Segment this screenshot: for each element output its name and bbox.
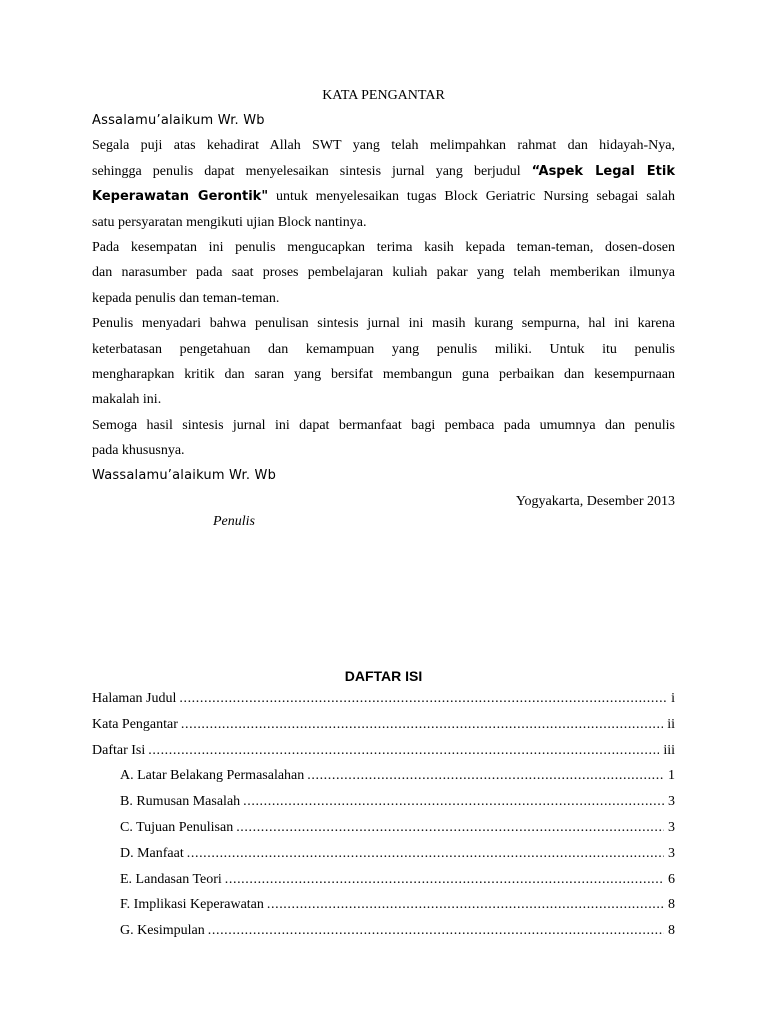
toc-entry-page: 3 — [668, 819, 675, 835]
toc-entry[interactable] — [92, 918, 675, 944]
toc-leader-dots — [225, 867, 664, 893]
toc-entry-page: i — [671, 691, 675, 706]
paragraph-1-line-2-text: sehingga penulis dapat menyelesaikan sintesis jurnal yang berjudul — [92, 163, 532, 179]
paragraph-2-line-3: kepada penulis dan teman-teman. — [92, 290, 280, 306]
toc-entry[interactable] — [92, 738, 675, 764]
toc-leader-dots — [243, 789, 664, 815]
toc-entry-label: C. Tujuan Penulisan — [120, 819, 234, 835]
paragraph-2-line-1: Pada kesempatan ini penulis mengucapkan terima kasih kepada teman-teman, dosen-dosen — [92, 239, 675, 255]
toc-leader-dots — [236, 815, 664, 841]
paragraph-3-line-3: mengharapkan kritik dan saran yang bersifat membangun guna perbaikan dan kesempurnaan — [92, 366, 675, 382]
daftar-isi-title: DAFTAR ISI — [344, 668, 423, 684]
toc-leader-dots — [307, 763, 664, 789]
journal-title-part-2: Keperawatan Gerontik" — [92, 189, 269, 205]
greeting: Assalamu’alaikum Wr. Wb — [92, 113, 265, 128]
toc-entry[interactable] — [92, 686, 675, 712]
toc-entry-label: Kata Pengantar — [92, 716, 178, 732]
paragraph-2-line-2: dan narasumber pada saat proses pembelajaran kuliah pakar yang telah memberikan ilmunya — [92, 265, 675, 281]
toc-entry-page: 3 — [668, 845, 675, 861]
closing: Wassalamu’alaikum Wr. Wb — [92, 468, 277, 484]
toc-leader-dots — [148, 738, 659, 764]
place-date: Yogyakarta, Desember 2013 — [515, 493, 675, 509]
toc-entry[interactable] — [92, 763, 675, 789]
paragraph-3-line-1: Penulis menyadari bahwa penulisan sintesis jurnal ini masih kurang sempurna, hal ini karena — [92, 316, 675, 332]
journal-title-part-1: “Aspek Legal Etik — [531, 163, 675, 179]
toc-entry[interactable] — [92, 867, 675, 893]
toc-entry-page: 3 — [668, 794, 675, 810]
table-of-contents — [92, 686, 675, 944]
toc-leader-dots — [179, 686, 667, 712]
toc-leader-dots — [208, 918, 664, 944]
paragraph-1-line-2 — [92, 159, 675, 184]
toc-entry[interactable] — [92, 789, 675, 815]
paragraph-4-line-2: pada khususnya. — [92, 443, 185, 459]
toc-entry[interactable] — [92, 815, 675, 841]
toc-entry-label: Daftar Isi — [92, 742, 146, 758]
kata-pengantar-body — [92, 108, 675, 514]
signer: Penulis — [213, 514, 255, 529]
paragraph-1-line-3 — [92, 184, 675, 209]
toc-entry-label: F. Implikasi Keperawatan — [120, 897, 264, 913]
toc-entry-label: B. Rumusan Masalah — [120, 794, 241, 810]
toc-entry-page: 8 — [668, 897, 675, 913]
toc-entry[interactable] — [92, 841, 675, 867]
toc-entry-page: ii — [667, 716, 675, 732]
toc-entry-page: 8 — [668, 923, 675, 939]
kata-pengantar-title: KATA PENGANTAR — [322, 88, 445, 103]
toc-entry-label: E. Landasan Teori — [120, 871, 222, 887]
toc-entry-label: G. Kesimpulan — [120, 923, 205, 939]
paragraph-1-line-4: satu persyaratan mengikuti ujian Block nantinya. — [92, 214, 367, 230]
toc-entry[interactable] — [92, 712, 675, 738]
paragraph-1-line-1: Segala puji atas kehadirat Allah SWT yang telah melimpahkan rahmat dan hidayah-Nya, — [92, 138, 675, 154]
paragraph-1-line-3-text: untuk menyelesaikan tugas Block Geriatric Nursing sebagai salah — [268, 189, 676, 205]
toc-entry[interactable] — [92, 892, 675, 918]
toc-leader-dots — [267, 892, 664, 918]
toc-leader-dots — [181, 712, 663, 738]
toc-entry-label: A. Latar Belakang Permasalahan — [120, 768, 305, 784]
paragraph-3-line-4: makalah ini. — [92, 392, 162, 408]
toc-entry-label: Halaman Judul — [92, 691, 177, 706]
toc-leader-dots — [187, 841, 664, 867]
toc-entry-page: 6 — [668, 871, 675, 887]
toc-entry-page: 1 — [668, 768, 675, 784]
toc-entry-label: D. Manfaat — [120, 845, 184, 861]
toc-entry-page: iii — [663, 742, 675, 758]
paragraph-3-line-2: keterbatasan pengetahuan dan kemampuan yang penulis miliki. Untuk itu penulis — [92, 341, 675, 357]
paragraph-4-line-1: Semoga hasil sintesis jurnal ini dapat bermanfaat bagi pembaca pada umumnya dan penulis — [92, 417, 675, 433]
